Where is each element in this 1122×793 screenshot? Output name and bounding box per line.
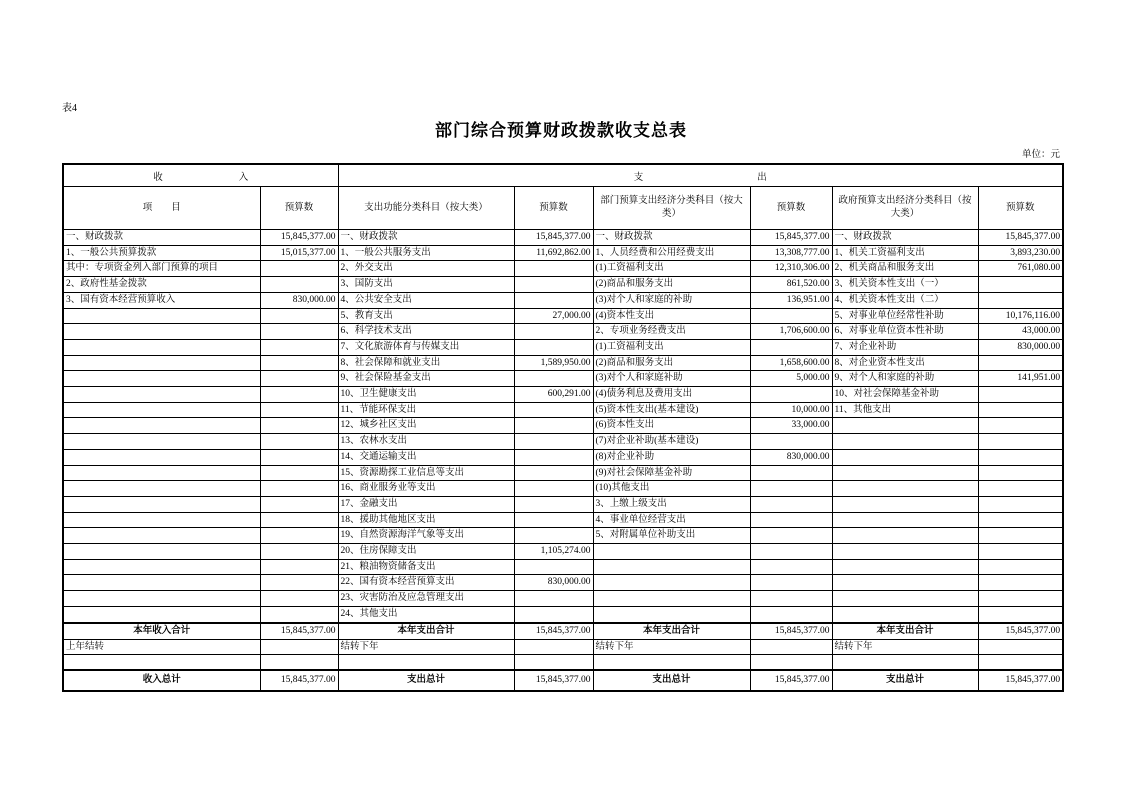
cell-value: 600,291.00 [514, 387, 593, 403]
cell-value [978, 355, 1063, 371]
row-label [63, 512, 260, 528]
row-label [63, 606, 260, 622]
row-label [832, 575, 978, 591]
cell-value: 15,845,377.00 [750, 623, 832, 640]
cell-value [750, 465, 832, 481]
cell-value [750, 559, 832, 575]
row-label: 3、上缴上级支出 [593, 496, 750, 512]
cell-value [750, 339, 832, 355]
row-label [832, 606, 978, 622]
row-label: 1、一般公共服务支出 [338, 245, 514, 261]
sheet-label: 表4 [62, 103, 77, 114]
cell-value: 5,000.00 [750, 371, 832, 387]
table-row [63, 277, 1063, 293]
row-label: 7、文化旅游体育与传媒支出 [338, 339, 514, 355]
cell-value: 15,845,377.00 [750, 230, 832, 246]
cell-value: 15,845,377.00 [978, 670, 1063, 691]
table-row [63, 544, 1063, 560]
table-row [63, 528, 1063, 544]
cell-value: 15,845,377.00 [514, 670, 593, 691]
cell-value [260, 324, 338, 340]
row-label [63, 575, 260, 591]
row-label: 14、交通运输支出 [338, 449, 514, 465]
row-label: 2、政府性基金拨款 [63, 277, 260, 293]
cell-value [260, 544, 338, 560]
cell-value [978, 277, 1063, 293]
cell-value [750, 481, 832, 497]
cell-value [514, 371, 593, 387]
table-row [63, 623, 1063, 640]
row-label [593, 655, 750, 671]
row-label: (8)对企业补助 [593, 449, 750, 465]
row-label [832, 528, 978, 544]
row-label [832, 655, 978, 671]
cell-value [514, 559, 593, 575]
row-label: 4、公共安全支出 [338, 292, 514, 308]
table-row [63, 230, 1063, 246]
column-header: 预算数 [260, 187, 338, 230]
row-label: 15、资源勘探工业信息等支出 [338, 465, 514, 481]
cell-value [514, 449, 593, 465]
cell-value: 15,845,377.00 [978, 230, 1063, 246]
row-label: 结转下年 [338, 639, 514, 655]
row-label: 24、其他支出 [338, 606, 514, 622]
row-label [832, 481, 978, 497]
cell-value [978, 575, 1063, 591]
table-row [63, 559, 1063, 575]
row-label: 其中：专项资金列入部门预算的项目 [63, 261, 260, 277]
cell-value: 13,308,777.00 [750, 245, 832, 261]
row-label [832, 418, 978, 434]
table-row [63, 434, 1063, 450]
row-label: 10、卫生健康支出 [338, 387, 514, 403]
row-label [63, 371, 260, 387]
expense-section-header: 支 出 [338, 164, 1063, 187]
cell-value [260, 512, 338, 528]
row-label [832, 496, 978, 512]
cell-value [750, 496, 832, 512]
row-label [63, 434, 260, 450]
cell-value [260, 277, 338, 293]
cell-value: 15,845,377.00 [260, 230, 338, 246]
table-row [63, 575, 1063, 591]
row-label: 结转下年 [593, 639, 750, 655]
cell-value [750, 591, 832, 607]
cell-value [514, 481, 593, 497]
cell-value [260, 371, 338, 387]
row-label: 20、住房保障支出 [338, 544, 514, 560]
cell-value [260, 575, 338, 591]
row-label [63, 387, 260, 403]
cell-value [978, 559, 1063, 575]
cell-value [750, 655, 832, 671]
table-row [63, 339, 1063, 355]
table-row [63, 449, 1063, 465]
cell-value [514, 402, 593, 418]
row-label [832, 591, 978, 607]
row-label [63, 655, 260, 671]
row-label: (6)资本性支出 [593, 418, 750, 434]
cell-value [750, 528, 832, 544]
cell-value [750, 639, 832, 655]
table-row [63, 324, 1063, 340]
row-label [832, 512, 978, 528]
cell-value [260, 449, 338, 465]
cell-value: 1,658,600.00 [750, 355, 832, 371]
cell-value: 1,105,274.00 [514, 544, 593, 560]
row-label: 18、援助其他地区支出 [338, 512, 514, 528]
table-row [63, 512, 1063, 528]
table-row [63, 670, 1063, 691]
row-label [593, 559, 750, 575]
cell-value [514, 465, 593, 481]
cell-value [978, 387, 1063, 403]
cell-value [978, 512, 1063, 528]
column-header: 支出功能分类科目（按大类） [338, 187, 514, 230]
row-label: (1)工资福利支出 [593, 261, 750, 277]
row-label: 9、社会保险基金支出 [338, 371, 514, 387]
row-label: (5)资本性支出(基本建设) [593, 402, 750, 418]
row-label: 2、专项业务经费支出 [593, 324, 750, 340]
row-label [63, 339, 260, 355]
row-label [63, 418, 260, 434]
cell-value [260, 402, 338, 418]
cell-value [978, 449, 1063, 465]
row-label: 本年收入合计 [63, 623, 260, 640]
cell-value [260, 591, 338, 607]
table-row [63, 371, 1063, 387]
row-label: 11、其他支出 [832, 402, 978, 418]
column-header: 预算数 [978, 187, 1063, 230]
table-row [63, 261, 1063, 277]
row-label [63, 402, 260, 418]
income-section-header: 收 入 [63, 164, 338, 187]
cell-value [260, 387, 338, 403]
cell-value [978, 606, 1063, 622]
row-label: 7、对企业补助 [832, 339, 978, 355]
column-header-row [63, 187, 1063, 230]
row-label: 13、农林水支出 [338, 434, 514, 450]
cell-value [514, 512, 593, 528]
row-label: 5、教育支出 [338, 308, 514, 324]
cell-value: 15,015,377.00 [260, 245, 338, 261]
unit-note: 单位：元 [1021, 150, 1060, 160]
cell-value [514, 528, 593, 544]
cell-value: 43,000.00 [978, 324, 1063, 340]
table-row [63, 292, 1063, 308]
cell-value [514, 339, 593, 355]
cell-value [514, 434, 593, 450]
cell-value [750, 434, 832, 450]
cell-value: 830,000.00 [978, 339, 1063, 355]
row-label [63, 449, 260, 465]
cell-value: 33,000.00 [750, 418, 832, 434]
row-label [338, 655, 514, 671]
cell-value: 15,845,377.00 [260, 623, 338, 640]
table-row [63, 481, 1063, 497]
cell-value [978, 481, 1063, 497]
row-label: (7)对企业补助(基本建设) [593, 434, 750, 450]
cell-value: 830,000.00 [514, 575, 593, 591]
cell-value [978, 528, 1063, 544]
row-label: 9、对个人和家庭的补助 [832, 371, 978, 387]
cell-value [978, 292, 1063, 308]
cell-value [260, 339, 338, 355]
cell-value [514, 292, 593, 308]
column-header: 部门预算支出经济分类科目（按大类） [593, 187, 750, 230]
row-label: 6、科学技术支出 [338, 324, 514, 340]
cell-value [260, 606, 338, 622]
cell-value: 15,845,377.00 [260, 670, 338, 691]
cell-value [978, 402, 1063, 418]
cell-value: 830,000.00 [260, 292, 338, 308]
cell-value [514, 606, 593, 622]
table-row [63, 402, 1063, 418]
table-row [63, 465, 1063, 481]
row-label [63, 591, 260, 607]
row-label: 一、财政拨款 [593, 230, 750, 246]
cell-value [750, 512, 832, 528]
cell-value [260, 418, 338, 434]
column-header: 政府预算支出经济分类科目（按大类） [832, 187, 978, 230]
row-label [63, 528, 260, 544]
row-label: 2、机关商品和服务支出 [832, 261, 978, 277]
row-label: 11、节能环保支出 [338, 402, 514, 418]
row-label: 3、机关资本性支出（一） [832, 277, 978, 293]
row-label [832, 465, 978, 481]
table-row [63, 418, 1063, 434]
row-label: 一、财政拨款 [338, 230, 514, 246]
cell-value [260, 559, 338, 575]
row-label: 19、自然资源海洋气象等支出 [338, 528, 514, 544]
table-row [63, 496, 1063, 512]
table-row [63, 245, 1063, 261]
row-label: 一、财政拨款 [63, 230, 260, 246]
row-label: 1、一般公共预算拨款 [63, 245, 260, 261]
cell-value [260, 496, 338, 512]
cell-value [260, 261, 338, 277]
row-label [832, 434, 978, 450]
cell-value [260, 355, 338, 371]
row-label: 本年支出合计 [338, 623, 514, 640]
table-row [63, 308, 1063, 324]
row-label [593, 544, 750, 560]
row-label [63, 308, 260, 324]
cell-value: 3,893,230.00 [978, 245, 1063, 261]
row-label: 21、粮油物资储备支出 [338, 559, 514, 575]
table-row [63, 655, 1063, 671]
cell-value [978, 544, 1063, 560]
row-label: 8、对企业资本性支出 [832, 355, 978, 371]
table-body [63, 230, 1063, 692]
row-label: 上年结转 [63, 639, 260, 655]
cell-value [514, 655, 593, 671]
cell-value [750, 544, 832, 560]
row-label: (9)对社会保障基金补助 [593, 465, 750, 481]
column-header: 项 目 [63, 187, 260, 230]
row-label [63, 496, 260, 512]
row-label: 支出总计 [338, 670, 514, 691]
cell-value [514, 591, 593, 607]
cell-value: 15,845,377.00 [514, 623, 593, 640]
row-label: 10、对社会保障基金补助 [832, 387, 978, 403]
cell-value [260, 308, 338, 324]
cell-value [260, 639, 338, 655]
row-label: 5、对事业单位经常性补助 [832, 308, 978, 324]
row-label [63, 559, 260, 575]
row-label: (10)其他支出 [593, 481, 750, 497]
row-label: (1)工资福利支出 [593, 339, 750, 355]
row-label: 结转下年 [832, 639, 978, 655]
row-label: (2)商品和服务支出 [593, 355, 750, 371]
row-label: 4、事业单位经营支出 [593, 512, 750, 528]
table-row [63, 606, 1063, 622]
row-label: 3、国有资本经营预算收入 [63, 292, 260, 308]
row-label: 22、国有资本经营预算支出 [338, 575, 514, 591]
row-label: (3)对个人和家庭的补助 [593, 292, 750, 308]
row-label: 6、对事业单位资本性补助 [832, 324, 978, 340]
cell-value: 11,692,862.00 [514, 245, 593, 261]
row-label: 4、机关资本性支出（二） [832, 292, 978, 308]
cell-value [978, 434, 1063, 450]
cell-value: 141,951.00 [978, 371, 1063, 387]
row-label: (3)对个人和家庭补助 [593, 371, 750, 387]
cell-value [514, 639, 593, 655]
cell-value [750, 387, 832, 403]
cell-value [260, 481, 338, 497]
row-label: 17、金融支出 [338, 496, 514, 512]
row-label [832, 559, 978, 575]
budget-table [62, 163, 1064, 692]
cell-value [514, 324, 593, 340]
cell-value [260, 655, 338, 671]
cell-value [750, 308, 832, 324]
cell-value [260, 434, 338, 450]
cell-value: 15,845,377.00 [750, 670, 832, 691]
cell-value: 10,176,116.00 [978, 308, 1063, 324]
row-label: 本年支出合计 [593, 623, 750, 640]
cell-value: 830,000.00 [750, 449, 832, 465]
column-header: 预算数 [750, 187, 832, 230]
cell-value [514, 277, 593, 293]
row-label: 一、财政拨款 [832, 230, 978, 246]
cell-value [978, 465, 1063, 481]
row-label [832, 544, 978, 560]
row-label: 12、城乡社区支出 [338, 418, 514, 434]
section-header-row [63, 164, 1063, 187]
row-label: (2)商品和服务支出 [593, 277, 750, 293]
cell-value: 15,845,377.00 [514, 230, 593, 246]
table-row [63, 387, 1063, 403]
cell-value [750, 575, 832, 591]
cell-value [978, 655, 1063, 671]
row-label: (4)债务利息及费用支出 [593, 387, 750, 403]
cell-value [750, 606, 832, 622]
cell-value: 1,706,600.00 [750, 324, 832, 340]
cell-value [260, 465, 338, 481]
table-row [63, 639, 1063, 655]
cell-value: 12,310,306.00 [750, 261, 832, 277]
row-label: 支出总计 [593, 670, 750, 691]
row-label: 1、机关工资福利支出 [832, 245, 978, 261]
row-label: 本年支出合计 [832, 623, 978, 640]
row-label: 收入总计 [63, 670, 260, 691]
table-row [63, 355, 1063, 371]
cell-value: 15,845,377.00 [978, 623, 1063, 640]
cell-value [260, 528, 338, 544]
row-label: 支出总计 [832, 670, 978, 691]
cell-value: 136,951.00 [750, 292, 832, 308]
table-row [63, 591, 1063, 607]
row-label: 2、外交支出 [338, 261, 514, 277]
cell-value: 1,589,950.00 [514, 355, 593, 371]
row-label: 1、人员经费和公用经费支出 [593, 245, 750, 261]
row-label: (4)资本性支出 [593, 308, 750, 324]
row-label [63, 324, 260, 340]
page-title: 部门综合预算财政拨款收支总表 [435, 121, 687, 140]
cell-value: 861,520.00 [750, 277, 832, 293]
row-label [63, 355, 260, 371]
cell-value [978, 639, 1063, 655]
row-label [63, 465, 260, 481]
row-label: 5、对附属单位补助支出 [593, 528, 750, 544]
column-header: 预算数 [514, 187, 593, 230]
row-label [593, 606, 750, 622]
row-label [593, 575, 750, 591]
cell-value [978, 496, 1063, 512]
row-label: 23、灾害防治及应急管理支出 [338, 591, 514, 607]
row-label: 8、社会保障和就业支出 [338, 355, 514, 371]
row-label [63, 544, 260, 560]
cell-value [978, 591, 1063, 607]
row-label: 16、商业服务业等支出 [338, 481, 514, 497]
cell-value: 761,080.00 [978, 261, 1063, 277]
cell-value: 27,000.00 [514, 308, 593, 324]
row-label [593, 591, 750, 607]
cell-value: 10,000.00 [750, 402, 832, 418]
cell-value [514, 496, 593, 512]
cell-value [978, 418, 1063, 434]
cell-value [514, 261, 593, 277]
row-label: 3、国防支出 [338, 277, 514, 293]
row-label [63, 481, 260, 497]
row-label [832, 449, 978, 465]
cell-value [514, 418, 593, 434]
